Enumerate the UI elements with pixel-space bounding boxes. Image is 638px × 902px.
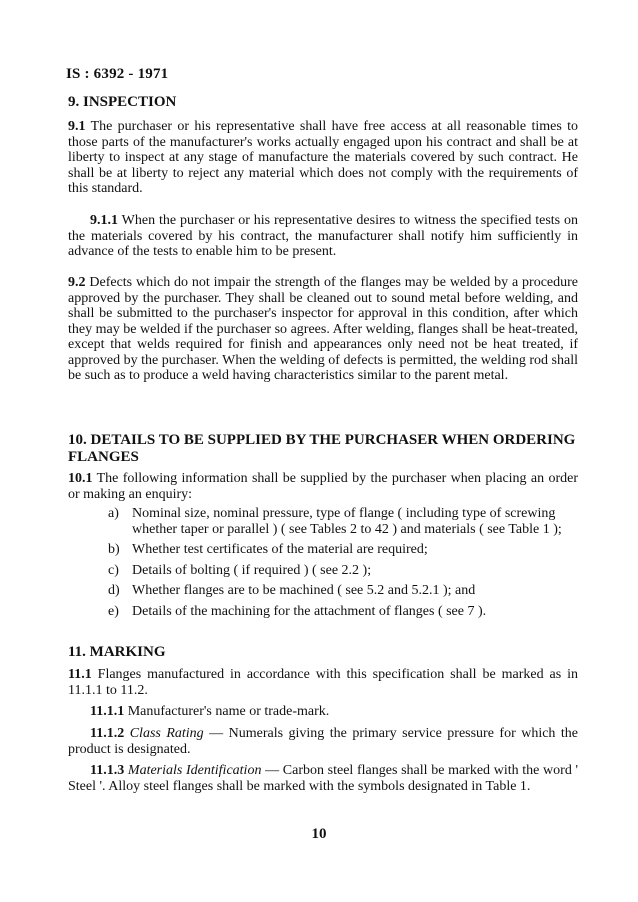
list-item <box>108 604 578 620</box>
document-id: IS : 6392 - 1971 <box>66 66 169 82</box>
clause-9-2 <box>68 275 578 384</box>
clause-11-1-2 <box>68 726 578 757</box>
item-label: c) <box>108 562 119 578</box>
section-9-heading: 9. INSPECTION <box>68 94 177 110</box>
item-text: Whether test certificates of the material are required; <box>132 542 428 557</box>
clause-text: Manufacturer's name or trade-mark. <box>127 704 330 719</box>
clause-number: 10.1 <box>68 471 93 486</box>
clause-9-1 <box>68 119 578 197</box>
section-10-heading: 10. DETAILS TO BE SUPPLIED BY THE PURCHASER WHEN ORDERING FLANGES <box>68 432 576 465</box>
clause-title: Materials Identification <box>127 763 262 778</box>
list-item <box>108 563 578 579</box>
clause-11-1-3 <box>68 763 578 794</box>
clause-number: 11.1.3 <box>90 763 125 778</box>
clause-text: The following information shall be supplied by the purchaser when placing an order or making an enquiry: <box>68 471 579 502</box>
item-label: a) <box>108 506 119 521</box>
clause-number: 11.1.1 <box>90 704 125 719</box>
clause-text: The purchaser or his representative shall have free access at all reasonable times to those parts of the manufacturer's works actually engaged upon his contract and shall be at liberty to inspect at any stage of manufacture the materials covered by such contract. He shall be at liberty to reject any material which does not comply with the requirements of this standard. <box>68 119 578 196</box>
item-label: d) <box>108 583 120 598</box>
list-item <box>108 583 578 599</box>
clause-11-1-1 <box>68 704 578 720</box>
item-text: Whether flanges are to be machined ( see 5.2 and 5.2.1 ); and <box>132 583 476 598</box>
item-text: Details of the machining for the attachment of flanges ( see 7 ). <box>132 603 487 619</box>
clause-number: 9.1 <box>68 119 86 134</box>
item-text: Nominal size, nominal pressure, type of flange ( including type of screwing whether taper or parallel ) ( see Tables 2 to 42 ) and materials ( see Table 1 ); <box>132 506 562 537</box>
clause-number: 11.1 <box>68 667 92 682</box>
clause-title: Class Rating <box>129 726 204 741</box>
clause-10-1 <box>68 471 578 502</box>
clause-number: 11.1.2 <box>90 726 125 741</box>
section-11-heading: 11. MARKING <box>68 644 166 660</box>
clause-number: 9.1.1 <box>90 213 118 228</box>
clause-text: Flanges manufactured in accordance with this specification shall be marked as in 11.1.1 to 11.2. <box>68 667 579 698</box>
clause-9-1-1 <box>68 213 578 260</box>
clause-text: — Numerals giving the primary service pressure for which the product is designated. <box>68 726 579 757</box>
clause-text: When the purchaser or his representative desires to witness the specified tests on the materials covered by his contract, the manufacturer shall notify him sufficiently in advance of the tests to enable him to be present. <box>68 213 579 259</box>
item-text: Details of bolting ( if required ) ( see 2.2 ); <box>132 562 372 578</box>
clause-text: Defects which do not impair the strength of the flanges may be welded by a procedure approved by the purchaser. They shall be cleaned out to sound metal before welding, and shall be submitted to the purchaser's inspector for approval in this condition, after which they may be welded if the purchaser so agrees. After welding, flanges shall be heat-treated, except that welds required for finish and appearances only need not be heat treated, if approved by the purchaser. When the welding of defects is permitted, the welding rod shall be such as to produce a weld having characteristics similar to the parent metal. <box>68 275 579 383</box>
list-item <box>108 542 578 558</box>
order-details-list <box>108 506 578 624</box>
list-item <box>108 506 578 537</box>
clause-11-1 <box>68 667 578 698</box>
clause-text: — Carbon steel flanges shall be marked with the word ' Steel '. Alloy steel flanges shall be marked with the symbols designated in Table 1. <box>68 763 579 794</box>
item-label: b) <box>108 542 120 557</box>
page-number: 10 <box>311 826 327 842</box>
clause-number: 9.2 <box>68 275 86 290</box>
item-label: e) <box>108 603 119 619</box>
